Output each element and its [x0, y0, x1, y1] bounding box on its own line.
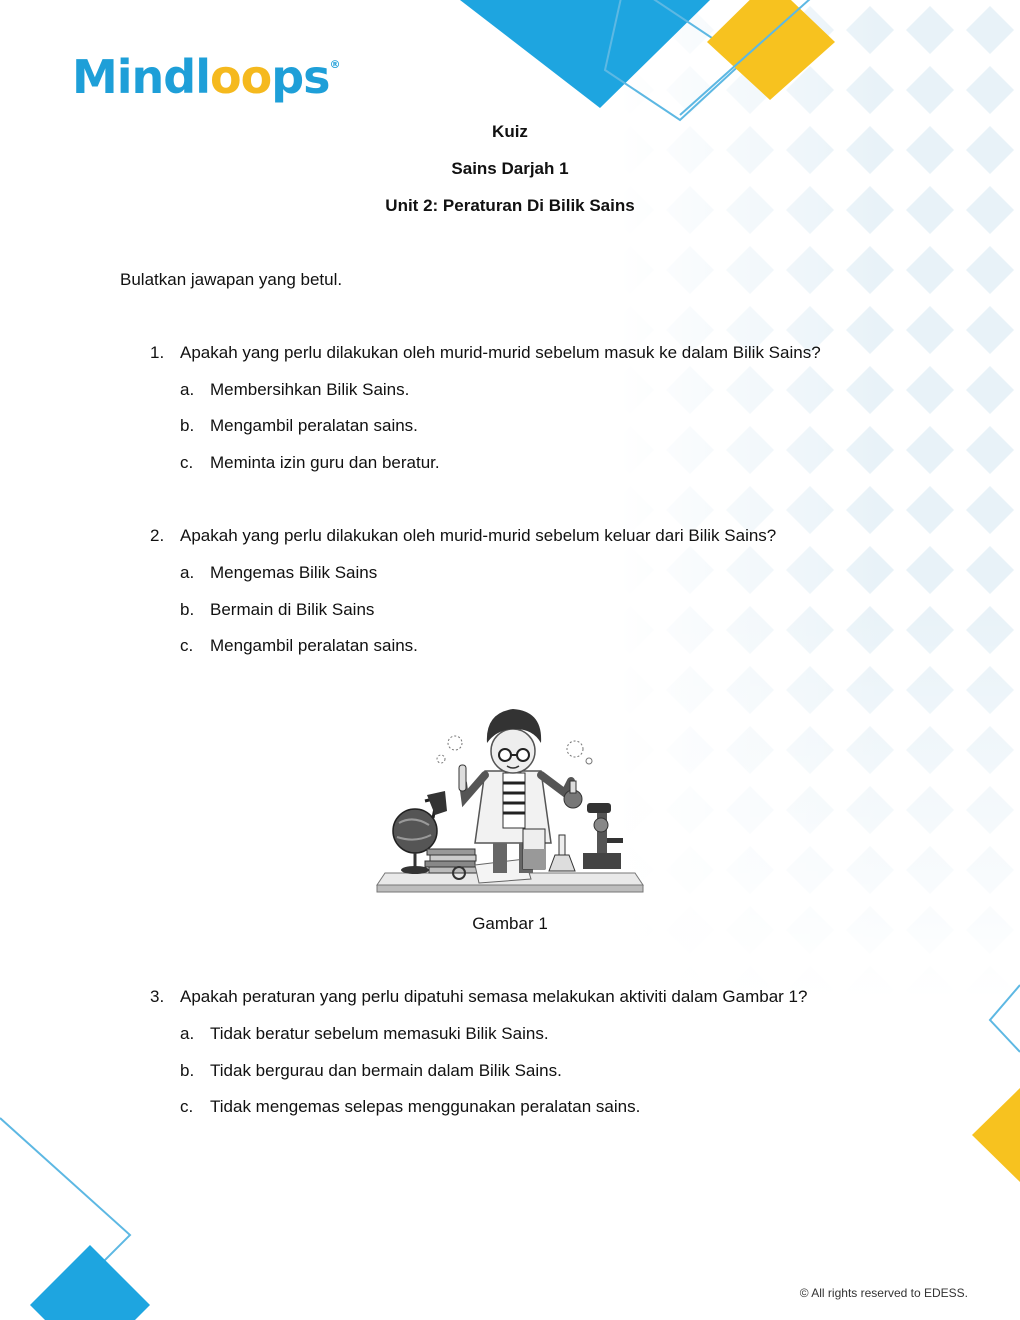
option-letter: b. [180, 1061, 195, 1080]
option-letter: a. [180, 563, 195, 582]
option-text: Meminta izin guru dan beratur. [210, 453, 440, 472]
science-lab-illustration [375, 703, 645, 898]
option-letter: b. [180, 600, 195, 619]
option-letter: c. [180, 453, 194, 472]
question-text: Apakah yang perlu dilakukan oleh murid-murid sebelum masuk ke dalam Bilik Sains? [180, 343, 821, 362]
subject-title: Sains Darjah 1 [451, 159, 569, 178]
question-number: 3. [150, 987, 165, 1006]
question-text: Apakah peraturan yang perlu dipatuhi semasa melakukan aktiviti dalam Gambar 1? [180, 987, 808, 1006]
option-letter: a. [180, 380, 195, 399]
question-text: Apakah yang perlu dilakukan oleh murid-murid sebelum keluar dari Bilik Sains? [180, 526, 777, 545]
option-text: Tidak bergurau dan bermain dalam Bilik Sains. [210, 1061, 562, 1080]
option-text: Bermain di Bilik Sains [210, 600, 375, 619]
option-text: Tidak mengemas selepas menggunakan peralatan sains. [210, 1097, 641, 1116]
question-number: 2. [150, 526, 165, 545]
copyright-notice: © All rights reserved to EDESS. [799, 1286, 968, 1300]
option-text: Tidak beratur sebelum memasuki Bilik Sains. [210, 1024, 549, 1043]
option-text: Mengambil peralatan sains. [210, 636, 418, 655]
option-letter: a. [180, 1024, 195, 1043]
option-text: Mengemas Bilik Sains [210, 563, 378, 582]
option-letter: c. [180, 1097, 194, 1116]
instruction: Bulatkan jawapan yang betul. [120, 270, 343, 289]
quiz-title: Kuiz [492, 122, 528, 141]
figure-caption: Gambar 1 [472, 914, 548, 933]
mindloops-logo: Mindloops® [72, 50, 340, 104]
unit-title: Unit 2: Peraturan Di Bilik Sains [385, 196, 635, 215]
option-text: Mengambil peralatan sains. [210, 416, 418, 435]
option-letter: c. [180, 636, 194, 655]
option-text: Membersihkan Bilik Sains. [210, 380, 410, 399]
option-letter: b. [180, 416, 195, 435]
question-number: 1. [150, 343, 165, 362]
